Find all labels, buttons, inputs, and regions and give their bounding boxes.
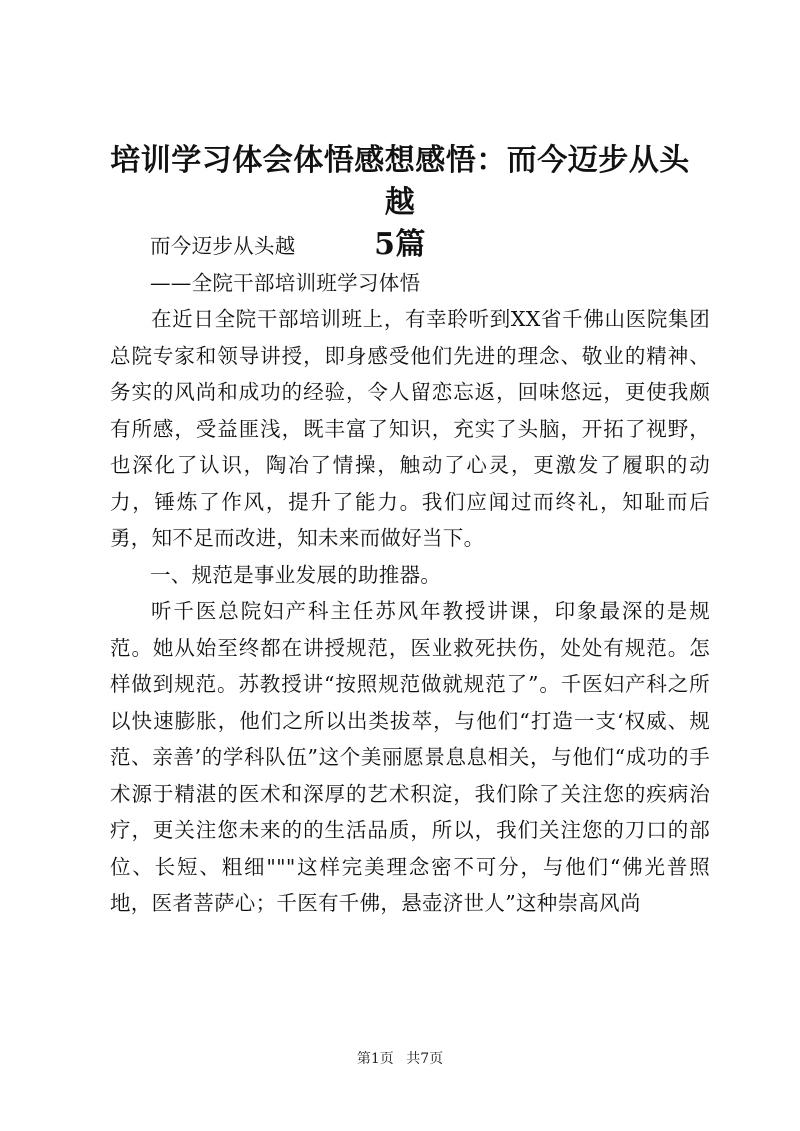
paragraph-2: 听千医总院妇产科主任苏风年教授讲课，印象最深的是规范。她从始至终都在讲授规范，医业救死扶伤，处处有规范。怎样做到规范。苏教授讲“按照规范做就规范了”。千医妇产科之所以快速膨胀，他们之所以出类拔萃，与他们“打造一支‘权威、规范、亲善’的学科队伍”这个美丽愿景息息相关，与他们“成功的手术源于精湛的医术和深厚的艺术积淀，我们除了关注您的疾病治疗，更关注您未来的的生活品质，所以，我们关注您的刀口的部位、长短、粗细"""这样完美理念密不可分，与他们“佛光普照地，医者菩萨心；千医有千佛，悬壶济世人”这种崇高风尚 [110, 599, 710, 915]
section-heading-1: 一、规范是事业发展的助推器。 [149, 562, 442, 587]
page-total: 共7页 [406, 1051, 444, 1067]
title-line-2: 5篇 [374, 227, 426, 262]
page-footer [0, 1048, 800, 1068]
document-body [110, 228, 710, 922]
paragraph-1: 在近日全院干部培训班上，有幸聆听到XX省千佛山医院集团总院专家和领导讲授，即身感受他们先进的理念、敬业的精神、务实的风尚和成功的经验，令人留恋忘返，回味悠远，更使我颇有所感，受益匪浅，既丰富了知识，充实了头脑，开拓了视野，也深化了认识，陶冶了情操，触动了心灵，更激发了履职的动力，锤炼了作风，提升了能力。我们应闻过而终礼，知耻而后勇，知不足而改进，知未来而做好当下。 [110, 307, 710, 550]
title-line-1: 培训学习体会体悟感想感悟：而今迈步从头越 [110, 143, 690, 220]
subtitle: 而今迈步从头越 [149, 234, 296, 258]
byline: ——全院干部培训班学习体悟 [149, 270, 421, 295]
page-number: 第1页 [356, 1051, 394, 1067]
